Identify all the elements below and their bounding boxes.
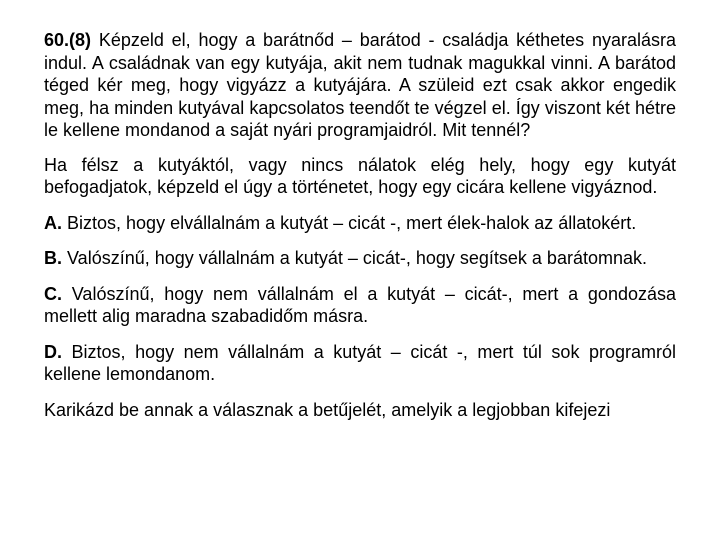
answer-option-b[interactable] bbox=[44, 247, 676, 270]
question-text: Képzeld el, hogy a barátnőd – barátod - családja kéthetes nyaralásra indul. A családnak van egy kutyája, akit nem tudnak magukkal vinni. A barátod téged kér meg, hogy vigyázz a kutyájára. A szüleid ezt csak akkor engedik meg, ha minden kutyával kapcsolatos teendőt te végzel el. Így viszont két hétre le kellene mondanod a saját nyári programjaidról. Mit tennél? bbox=[44, 30, 676, 140]
option-text-b: Valószínű, hogy vállalnám a kutyát – cicát-, hogy segítsek a barátomnak. bbox=[67, 248, 647, 268]
question-number: 60.(8) bbox=[44, 30, 92, 50]
answer-option-d[interactable] bbox=[44, 341, 676, 386]
answer-option-c[interactable] bbox=[44, 283, 676, 328]
answer-option-a[interactable] bbox=[44, 212, 676, 235]
option-letter-d: D. bbox=[44, 341, 62, 362]
question-document bbox=[44, 29, 676, 421]
option-text-a: Biztos, hogy elvállalnám a kutyát – cicát -, mert élek-halok az állatokért. bbox=[67, 212, 637, 233]
option-text-c: Valószínű, hogy nem vállalnám el a kutyát – cicát-, mert a gondozása mellett alig maradna szabadidőm másra. bbox=[44, 283, 676, 326]
option-letter-a: A. bbox=[44, 212, 62, 233]
instruction-text: Karikázd be annak a válasznak a betűjelét, amelyik a legjobban kifejezi bbox=[44, 399, 611, 420]
option-text-d: Biztos, hogy nem vállalnám a kutyát – cicát -, mert túl sok programról kellene lemondanom. bbox=[44, 341, 676, 384]
option-letter-b: B. bbox=[44, 248, 62, 268]
option-letter-c: C. bbox=[44, 283, 62, 304]
note-paragraph: Ha félsz a kutyáktól, vagy nincs nálatok elég hely, hogy egy kutyát befogadjatok, képzeld el úgy a történetet, hogy egy cicára kellene vigyáznod. bbox=[44, 154, 676, 197]
question-paragraph bbox=[44, 29, 676, 142]
